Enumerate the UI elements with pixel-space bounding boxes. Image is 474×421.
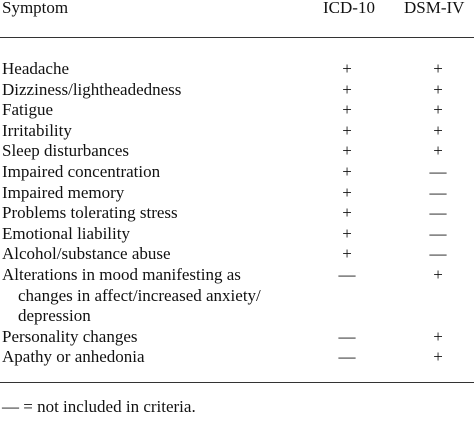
table-bottom-divider — [0, 382, 474, 383]
symptom-name-line: Personality changes — [2, 326, 138, 346]
icd-10-mark: + — [342, 79, 352, 99]
icd-10-mark: — — [338, 326, 356, 346]
header-dsm-iv: DSM-IV — [404, 0, 465, 17]
header-icd-10: ICD-10 — [323, 0, 375, 17]
table-row — [0, 203, 474, 224]
dsm-iv-mark: + — [433, 141, 443, 161]
symptom-name-line: Emotional liability — [2, 223, 130, 243]
dsm-iv-mark: — — [429, 244, 447, 264]
table-header — [0, 0, 474, 20]
icd-10-mark: — — [338, 264, 356, 284]
dsm-iv-mark: + — [433, 100, 443, 120]
symptom-name — [0, 327, 302, 348]
icd-10-mark: — — [338, 347, 356, 367]
symptom-name — [0, 244, 302, 265]
table-row — [0, 327, 474, 348]
header-divider — [0, 37, 474, 38]
dsm-iv-mark: + — [433, 326, 443, 346]
symptom-name — [0, 100, 302, 121]
table-row — [0, 141, 474, 162]
dsm-iv-mark: — — [429, 223, 447, 243]
table-row — [0, 100, 474, 121]
symptom-name-line: changes in affect/increased anxiety/ — [18, 285, 261, 305]
symptom-name-line: Alterations in mood manifesting as — [2, 264, 241, 284]
table-row — [0, 244, 474, 265]
dsm-iv-mark: + — [433, 347, 443, 367]
table-footnote: — = not included in criteria. — [2, 397, 196, 416]
symptom-name — [0, 347, 302, 368]
table-row — [0, 59, 474, 80]
dsm-iv-mark: + — [433, 59, 443, 78]
symptom-name — [0, 59, 302, 80]
dsm-iv-mark: + — [433, 120, 443, 140]
table-row — [0, 265, 474, 327]
symptom-name-line: Sleep disturbances — [2, 141, 129, 161]
icd-10-mark: + — [342, 141, 352, 161]
icd-10-mark: + — [342, 59, 352, 78]
table-row — [0, 80, 474, 101]
table-body — [0, 59, 474, 368]
symptom-name — [0, 224, 302, 245]
icd-10-mark: + — [342, 182, 352, 202]
symptom-name — [0, 121, 302, 142]
symptom-name-line: Impaired memory — [2, 182, 125, 202]
symptom-name-line: Fatigue — [2, 100, 53, 120]
dsm-iv-mark: + — [433, 79, 443, 99]
symptom-name — [0, 265, 302, 327]
symptom-name-line: Impaired concentration — [2, 161, 161, 181]
table-row — [0, 224, 474, 245]
icd-10-mark: + — [342, 120, 352, 140]
table-row — [0, 183, 474, 204]
icd-10-mark: + — [342, 244, 352, 264]
header-symptom: Symptom — [2, 0, 69, 17]
symptom-name — [0, 203, 302, 224]
table-row — [0, 347, 474, 368]
symptom-name-line: depression — [18, 306, 91, 326]
symptom-name-line: Dizziness/lightheadedness — [2, 79, 182, 99]
dsm-iv-mark: — — [429, 161, 447, 181]
symptom-name — [0, 183, 302, 204]
symptom-name-line: Headache — [2, 59, 70, 78]
table-row — [0, 121, 474, 142]
icd-10-mark: + — [342, 100, 352, 120]
dsm-iv-mark: — — [429, 182, 447, 202]
symptom-name — [0, 80, 302, 101]
symptom-name — [0, 141, 302, 162]
symptom-name-line: Apathy or anhedonia — [2, 347, 145, 367]
symptom-name-line: Alcohol/substance abuse — [2, 244, 171, 264]
dsm-iv-mark: — — [429, 203, 447, 223]
icd-10-mark: + — [342, 161, 352, 181]
symptom-name-line: Problems tolerating stress — [2, 203, 178, 223]
icd-10-mark: + — [342, 223, 352, 243]
symptom-name-line: Irritability — [2, 120, 72, 140]
icd-10-mark: + — [342, 203, 352, 223]
dsm-iv-mark: + — [433, 264, 443, 284]
table-row — [0, 162, 474, 183]
symptom-name — [0, 162, 302, 183]
